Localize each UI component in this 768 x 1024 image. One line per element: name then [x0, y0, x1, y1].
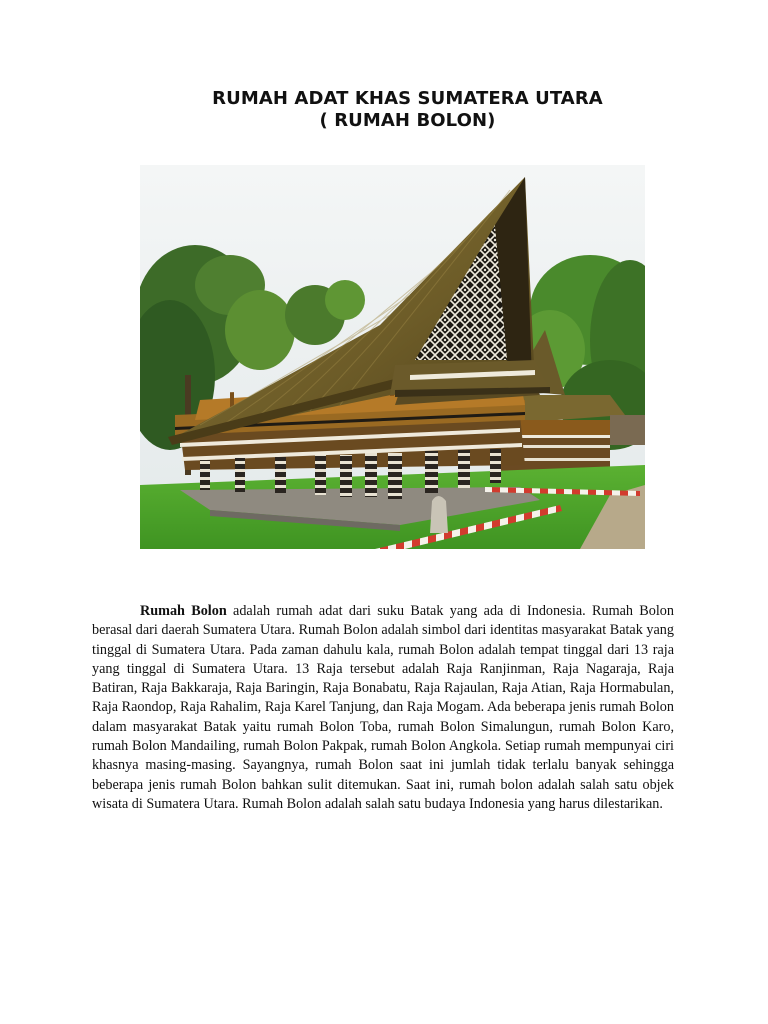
paragraph-lead: Rumah Bolon: [140, 603, 227, 619]
document-subtitle: ( RUMAH BOLON): [319, 110, 496, 131]
description-paragraph: [92, 602, 674, 814]
paragraph-body: adalah rumah adat dari suku Batak yang ada di Indonesia. Rumah Bolon berasal dari daerah Sumatera Utara. Rumah Bolon adalah simbol dari identitas masyarakat Batak yang tinggal di Sumatera Utara. Pada zaman dahulu kala, rumah Bolon adalah tempat tinggal dari 13 raja yang tinggal di Sumatera Utara. 13 Raja tersebut adalah Raja Ranjinman, Raja Nagaraja, Raja Batiran, Raja Bakkaraja, Raja Baringin, Raja Bonabatu, Raja Rajaulan, Raja Atian, Raja Hormabulan, Raja Raondop, Raja Rahalim, Raja Karel Tanjung, dan Raja Mogam. Ada beberapa jenis rumah Bolon dalam masyarakat Batak yaitu rumah Bolon Toba, rumah Bolon Simalungun, rumah Bolon Karo, rumah Bolon Mandailing, rumah Bolon Pakpak, rumah Bolon Angkola. Setiap rumah mempunyai ciri khasnya masing-masing. Sayangnya, rumah Bolon saat ini jumlah tidak terlalu banyak sehingga beberapa jenis rumah Bolon bahkan sulit ditemukan. Saat ini, rumah bolon adalah salah satu objek wisata di Sumatera Utara. Rumah Bolon adalah salah satu budaya Indonesia yang harus dilestarikan.: [92, 603, 674, 812]
document-title: RUMAH ADAT KHAS SUMATERA UTARA: [212, 88, 603, 109]
rumah-bolon-photo: [140, 165, 645, 549]
